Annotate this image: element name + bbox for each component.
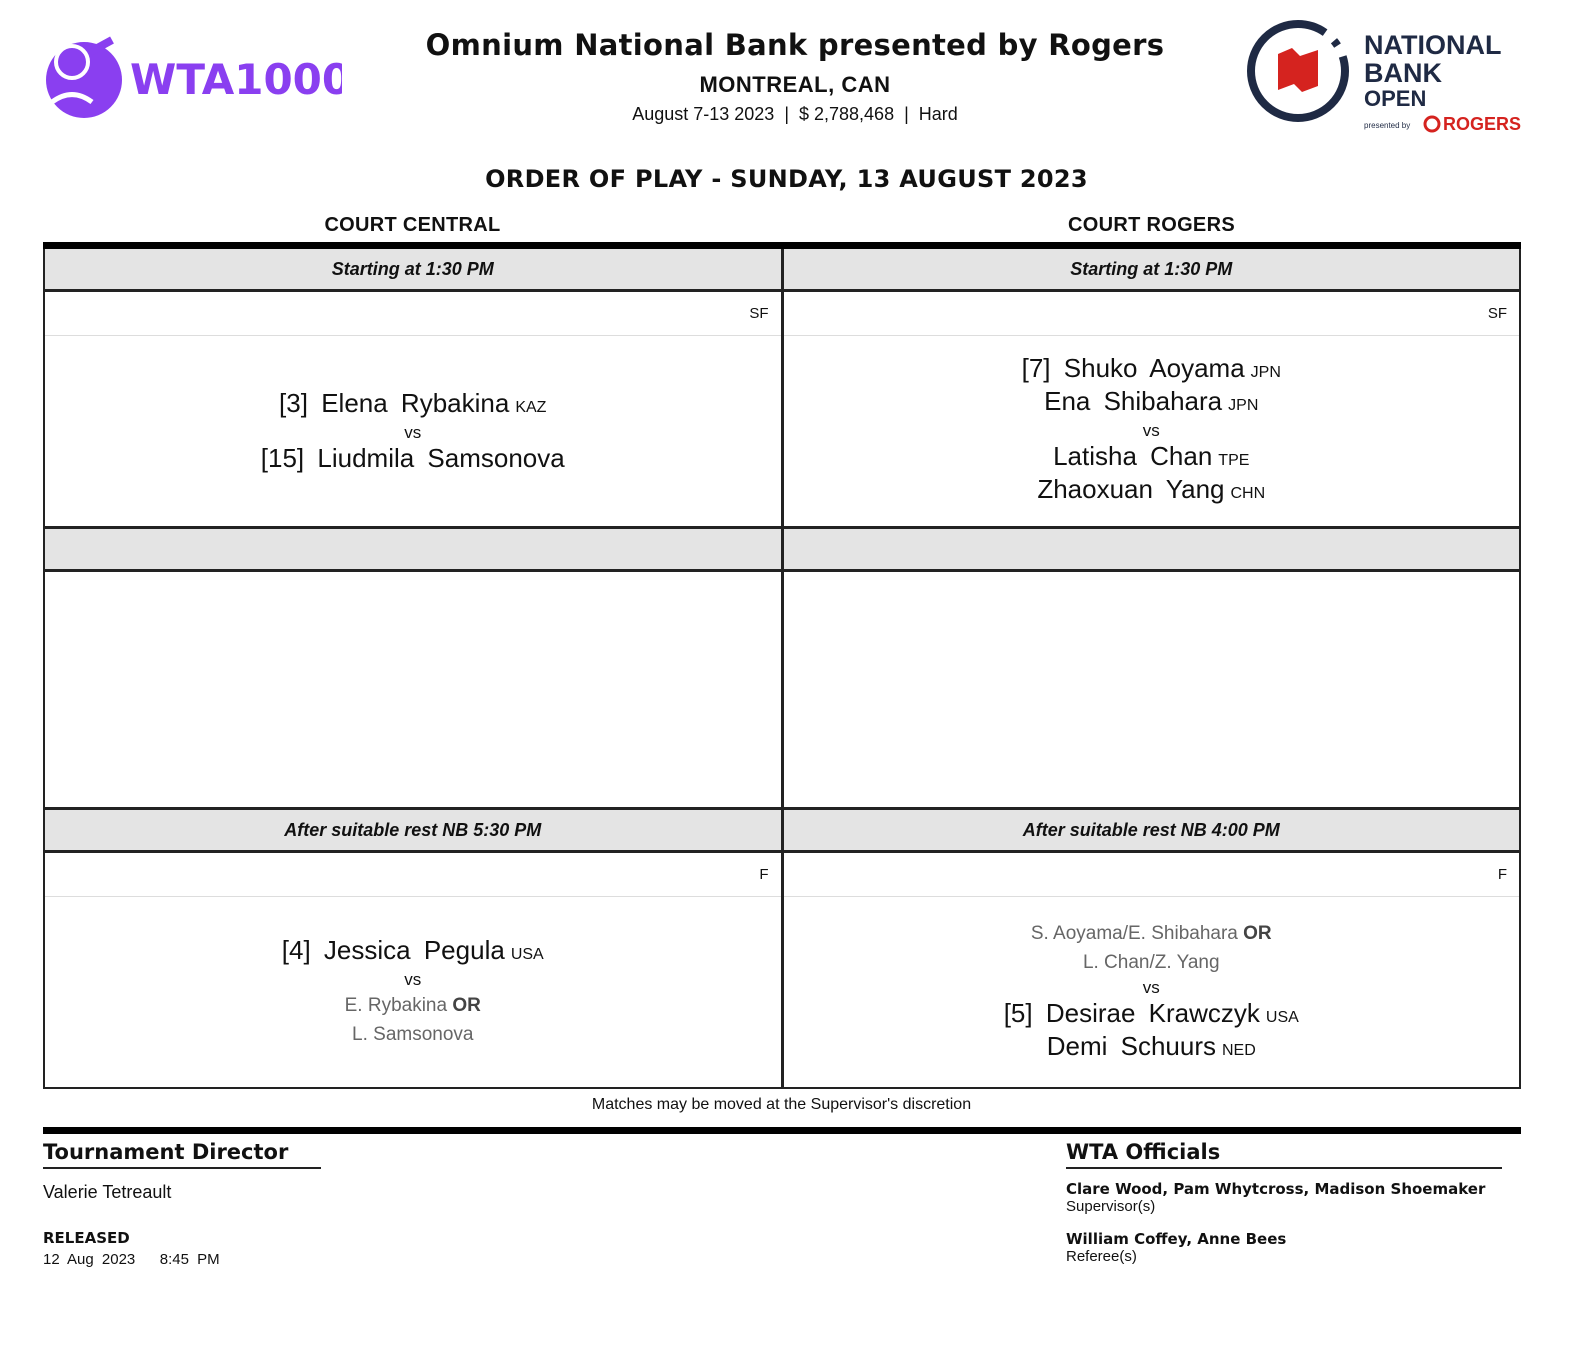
vs-label: vs [1142,978,1160,997]
nationality: CHN [1230,485,1266,502]
court-central-name: COURT CENTRAL [324,214,501,236]
player-line: Zhaoxuan Yang CHN [1037,474,1266,504]
player-line: Ena Shibahara JPN [1044,386,1259,416]
nationality: JPN [1250,364,1281,381]
nbo-line1: NATIONAL [1364,30,1502,60]
header-divider [43,242,1521,249]
nbo-presented: presented by [1364,121,1411,130]
vs-label: vs [404,423,422,442]
player-line: [15] Liudmila Samsonova [260,443,565,473]
court-rogers-column [781,249,1520,1087]
released-label: RELEASED [43,1229,130,1247]
tbd-opponent-line: E. Rybakina OR [344,994,481,1016]
nationality: TPE [1218,452,1250,469]
wta-text: WTA1000 [130,55,342,104]
supervisor-note: Matches may be moved at the Supervisor's discretion [591,1096,972,1113]
match-card [45,897,781,1087]
vs-label: vs [1142,421,1160,440]
schedule-grid [43,210,1521,1089]
referees-block [1066,1230,1286,1265]
supervisor-names: Clare Wood, Pam Whytcross, Madison Shoemaker [1066,1180,1486,1198]
slot-start-time: Starting at 1:30 PM [784,249,1520,292]
order-of-play-title: ORDER OF PLAY - SUNDAY, 13 AUGUST 2023 [485,165,1088,193]
vs-label: vs [404,969,422,989]
tournament-title: Omnium National Bank presented by Rogers [425,28,1165,62]
round-label: F [784,853,1520,897]
round-label: SF [45,292,781,336]
wta1000-logo [42,32,342,124]
player-line: [4] Jessica Pegula USA [281,934,544,965]
match-card [784,336,1520,526]
slot-start-time: Starting at 1:30 PM [45,249,781,292]
slot-start-time: After suitable rest NB 5:30 PM [45,807,781,853]
tournament-meta: August 7-13 2023 | $ 2,788,468 | Hard [632,104,958,124]
rogers-icon [1425,117,1439,131]
wta-officials-heading: WTA Officials [1066,1140,1502,1169]
empty-slot [45,572,781,807]
tournament-director-heading: Tournament Director [43,1140,321,1169]
round-label: F [45,853,781,897]
tbd-opponent-line: L. Chan/Z. Yang [1082,952,1220,973]
nationality: NED [1222,1042,1256,1059]
nbo-line3: OPEN [1364,86,1427,111]
slot-start-time: After suitable rest NB 4:00 PM [784,807,1520,853]
referee-role: Referee(s) [1066,1248,1137,1265]
footer-divider [43,1127,1521,1134]
match-card [784,897,1520,1087]
nbo-line2: BANK [1364,58,1442,88]
round-label: SF [784,292,1520,336]
empty-slot-head [45,526,781,572]
nbo-sponsor: ROGERS [1443,114,1522,134]
player-line: [3] Elena Rybakina KAZ [279,388,547,418]
match-card [45,336,781,526]
tournament-city: MONTREAL, CAN [699,72,891,97]
player-line: [7] Shuko Aoyama JPN [1021,353,1281,383]
nbo-flag-icon [1278,48,1318,92]
nationality: USA [510,945,544,963]
tbd-opponent-line: S. Aoyama/E. Shibahara OR [1030,923,1272,944]
supervisors-block [1066,1180,1485,1215]
empty-slot-head [784,526,1520,572]
player-line: Demi Schuurs NED [1046,1031,1256,1061]
court-central-column [45,249,781,1087]
released-date: 12 Aug 2023 8:45 PM [43,1251,220,1268]
player-line: [5] Desirae Krawczyk USA [1003,998,1299,1028]
supervisor-role: Supervisor(s) [1066,1198,1156,1215]
wta-player-emblem-icon [42,32,342,124]
empty-slot [784,572,1520,807]
court-rogers-name: COURT ROGERS [1068,214,1235,236]
tournament-header [400,28,1190,125]
referee-names: William Coffey, Anne Bees [1066,1230,1287,1248]
national-bank-open-logo [1244,16,1534,136]
tbd-opponent-line: L. Samsonova [352,1023,474,1045]
nationality: KAZ [515,399,547,416]
player-line: Latisha Chan TPE [1053,441,1250,471]
nationality: JPN [1228,397,1259,414]
tournament-director-name: Valerie Tetreault [43,1182,172,1202]
nationality: USA [1265,1009,1299,1026]
